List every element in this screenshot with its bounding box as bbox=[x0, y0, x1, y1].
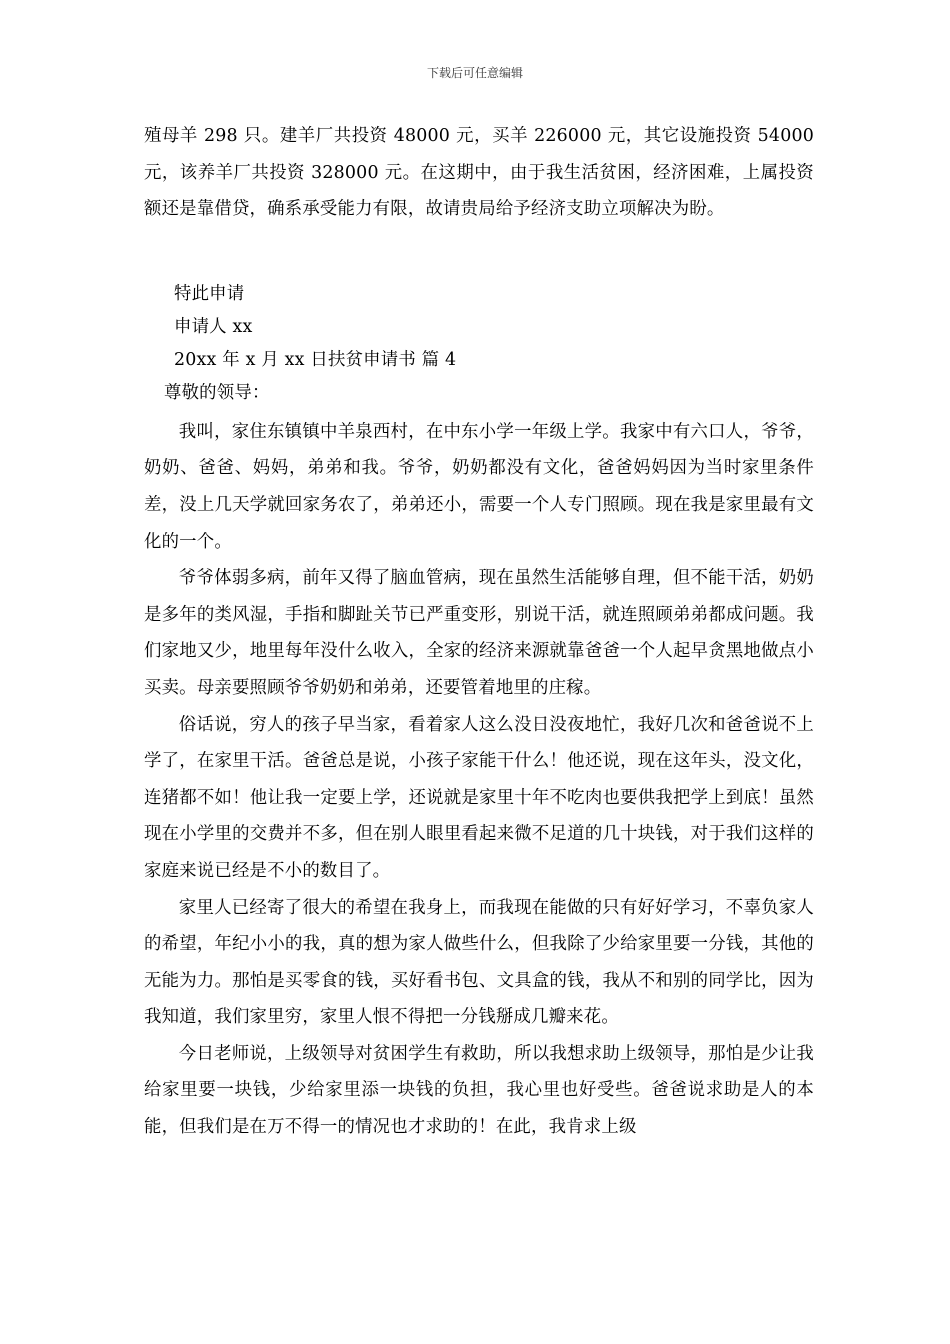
body-paragraph: 我叫，家住东镇镇中羊泉西村，在中东小学一年级上学。我家中有六口人，爷爷，奶奶、爸爸、妈妈，弟弟和我。爷爷，奶奶都没有文化，爸爸妈妈因为当时家里条件差，没上几天学就回家务农了，弟弟还小，需要一个人专门照顾。现在我是家里最有文化的一个。 bbox=[144, 421, 814, 552]
intro-paragraph: 殖母羊 298 只。建羊厂共投资 48000 元，买羊 226000 元，其它设施投资 54000 元，该养羊厂共投资 328000 元。在这期中，由于我生活贫困，经济困难，上属投资额还是靠借贷，确系承受能力有限，故请贵局给予经济支助立项解决为盼。 bbox=[144, 126, 814, 220]
closing-statement: 特此申请 bbox=[174, 283, 245, 304]
body-paragraph: 家里人已经寄了很大的希望在我身上，而我现在能做的只有好好学习，不辜负家人的希望，年纪小小的我，真的想为家人做些什么，但我除了少给家里要一分钱，其他的无能为力。那怕是买零食的钱，买好看书包、文具盒的钱，我从不和别的同学比，因为我知道，我们家里穷，家里人恨不得把一分钱掰成几瓣来花。 bbox=[144, 897, 814, 1028]
salutation: 尊敬的领导： bbox=[164, 382, 270, 403]
body-paragraph: 俗话说，穷人的孩子早当家，看着家人这么没日没夜地忙，我好几次和爸爸说不上学了，在家里干活。爸爸总是说，小孩子家能干什么！他还说，现在这年头，没文化，连猪都不如！他让我一定要上学，还说就是家里十年不吃肉也要供我把学上到底！虽然现在小学里的交费并不多，但在别人眼里看起来微不足道的几十块钱，对于我们这样的家庭来说已经是不小的数目了。 bbox=[144, 714, 814, 881]
document-body bbox=[144, 118, 814, 1146]
applicant-signature: 申请人 xx bbox=[174, 316, 253, 337]
body-paragraph: 今日老师说，上级领导对贫困学生有救助，所以我想求助上级领导，那怕是少让我给家里要一块钱，少给家里添一块钱的负担，我心里也好受些。爸爸说求助是人的本能，但我们是在万不得一的情况也才求助的！在此，我肯求上级 bbox=[144, 1043, 814, 1138]
date-and-section-title: 20xx 年 x 月 xx 日扶贫申请书 篇 4 bbox=[174, 349, 457, 370]
spacer bbox=[144, 228, 814, 278]
page-header-note: 下载后可任意编辑 bbox=[426, 66, 523, 80]
body-paragraph: 爷爷体弱多病，前年又得了脑血管病，现在虽然生活能够自理，但不能干活，奶奶是多年的类风湿，手指和脚趾关节已严重变形，别说干活，就连照顾弟弟都成问题。我们家地又少，地里每年没什么收入，全家的经济来源就靠爸爸一个人起早贪黑地做点小买卖。母亲要照顾爷爷奶奶和弟弟，还要管着地里的庄稼。 bbox=[144, 568, 814, 698]
